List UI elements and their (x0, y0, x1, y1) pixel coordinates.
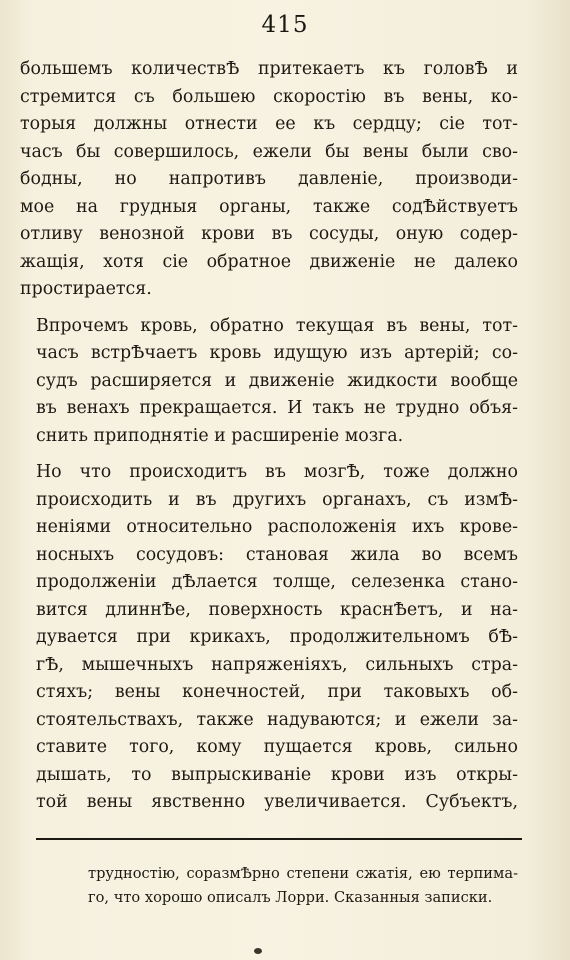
text-line: бодны, но напротивъ давленіе, производи- (20, 169, 518, 189)
text-line: продолженіи дѢлается толще, селезенка стано- (36, 572, 518, 592)
text-line: часъ бы совершилось, ежели бы вены были сво- (20, 141, 518, 162)
paragraph-2 (20, 313, 518, 451)
paragraph-1 (20, 56, 518, 304)
text-line: часъ встрѢчаетъ кровь идущую изъ артерій; со- (36, 343, 518, 363)
text-line: носныхъ сосудовъ: становая жила во всемъ (36, 544, 518, 565)
text-line: дувается при крикахъ, продолжительномъ бѢ- (36, 627, 518, 647)
text-line: въ венахъ прекращается. И такъ не трудно объя- (36, 398, 518, 418)
text-line: судъ расширяется и движеніе жидкости вообще (36, 370, 518, 391)
footnote-line: трудностію, соразмѢрно степени сжатія, ею терпима- (88, 865, 518, 882)
text-line: дышать, то выпрыскиваніе крови изъ откры- (36, 764, 518, 785)
text-line: вится длиннѢе, поверхность краснѢетъ, и на- (36, 599, 518, 620)
footnote (88, 862, 518, 910)
footnote-line: го, что хорошо описалъ Лорри. Сказанныя записки. (88, 889, 493, 906)
page-number: 415 (261, 12, 309, 38)
text-line: мое на грудныя органы, также содѢйствуетъ (20, 196, 518, 217)
text-line: большемъ количествѢ притекаетъ къ головѢ и (20, 59, 518, 79)
text-line: торыя должны отнести ее къ сердцу; сіе тот- (20, 114, 518, 134)
text-line: стремится съ большею скоростію въ вены, ко- (20, 86, 518, 107)
text-line: неніями относительно расположенія ихъ крове- (36, 517, 518, 537)
footnote-divider (36, 838, 522, 840)
text-line: происходить и въ другихъ органахъ, съ измѢ- (36, 489, 518, 510)
text-line: Впрочемъ кровь, обратно текущая въ вены, тот- (36, 315, 518, 336)
main-text (20, 56, 518, 826)
text-line: ставите того, кому пущается кровь, сильно (36, 737, 518, 757)
text-line: гѢ, мышечныхъ напряженіяхъ, сильныхъ стра- (36, 654, 518, 675)
text-line: жащія, хотя сіе обратное движеніе не далеко (20, 251, 518, 272)
text-line: отливу венозной крови въ сосуды, оную содер- (20, 224, 518, 244)
text-line: стяхъ; вены конечностей, при таковыхъ об- (36, 682, 518, 702)
paragraph-3 (20, 459, 518, 817)
text-line: снить приподнятіе и расширеніе мозга. (36, 425, 404, 446)
text-line: Но что происходитъ въ мозгѢ, тоже должно (36, 462, 518, 482)
text-line: простирается. (20, 279, 152, 299)
text-line: той вены явственно увеличивается. Субъектъ, (36, 792, 518, 812)
ink-smudge (254, 948, 262, 954)
text-line: стоятельствахъ, также надуваются; и ежели за- (36, 709, 518, 730)
